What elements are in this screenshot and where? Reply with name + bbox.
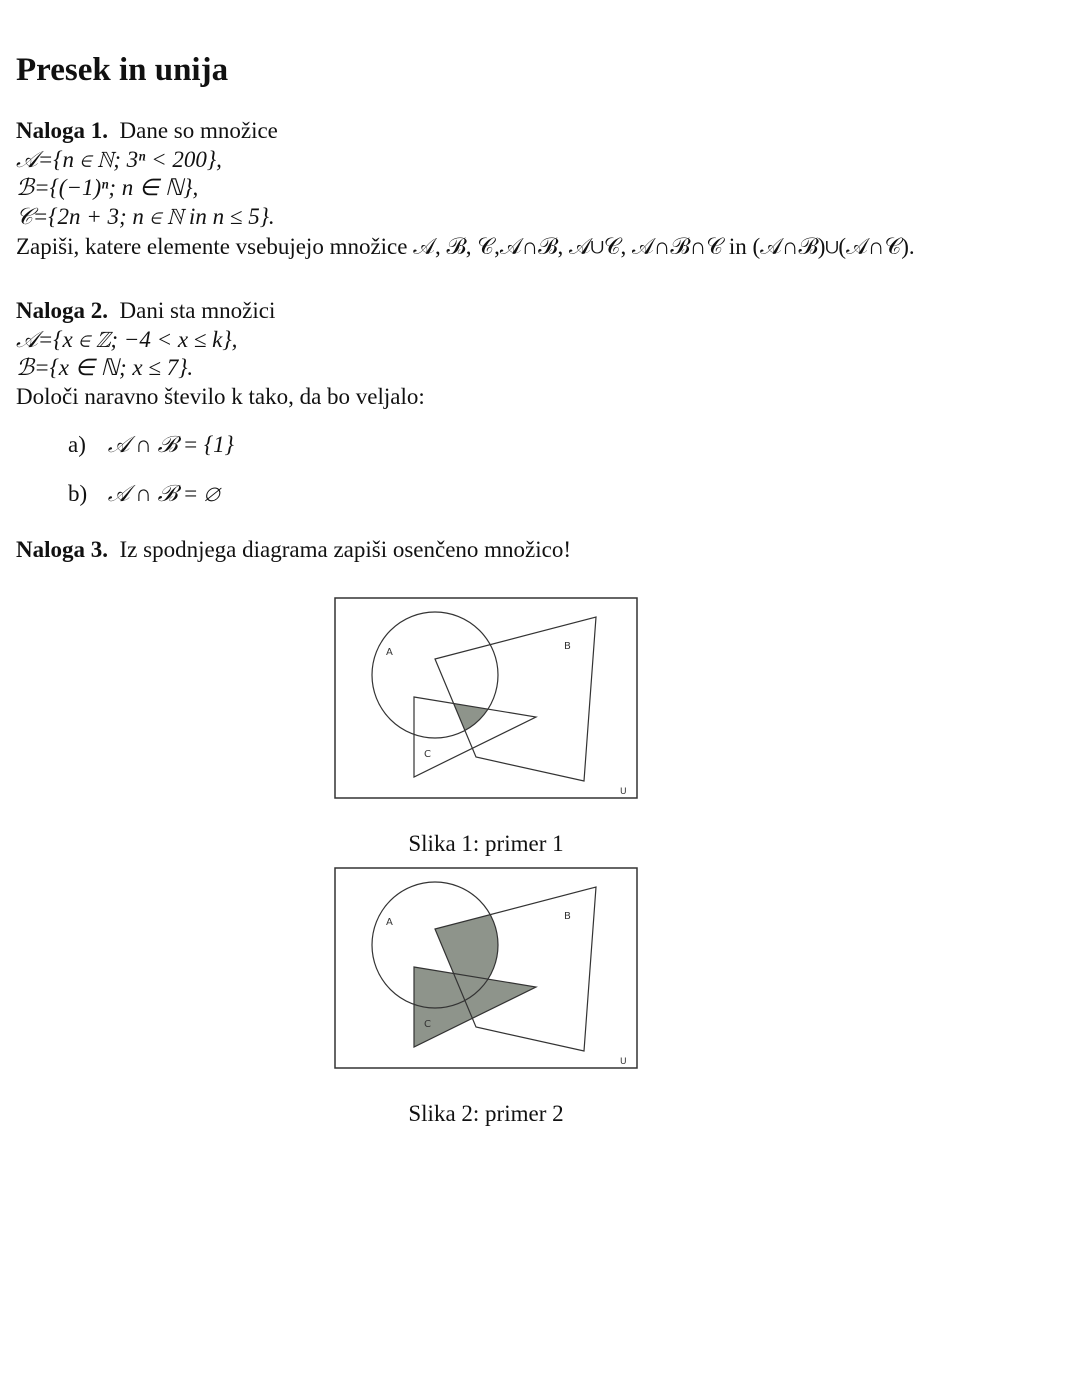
task1-set-a: 𝒜={n ∈ ℕ; 3ⁿ < 200}, <box>16 147 222 172</box>
task1-set-b: ℬ={(−1)ⁿ; n ∈ ℕ}, <box>16 175 199 200</box>
task2-question: Določi naravno število k tako, da bo veljalo: <box>16 384 425 409</box>
page-title: Presek in unija <box>16 52 229 88</box>
task2-intro: Dani sta množici <box>119 298 276 323</box>
label-a: A <box>386 647 393 658</box>
task3-heading <box>16 536 571 564</box>
task1-question: Zapiši, katere elemente vsebujejo množice 𝒜, ℬ, 𝒞,𝒜∩ℬ, 𝒜∪𝒞, 𝒜∩ℬ∩𝒞 in (𝒜∩ℬ)∪(𝒜∩𝒞). <box>16 234 915 259</box>
figure-1 <box>334 597 638 857</box>
item-formula: 𝒜 ∩ ℬ = ∅ <box>107 481 220 506</box>
label-b: B <box>564 911 571 922</box>
figure-2-caption: Slika 2: primer 2 <box>408 1101 564 1126</box>
task2-label: Naloga 2. <box>16 298 108 323</box>
task2-set-a: 𝒜={x ∈ ℤ; −4 < x ≤ k}, <box>16 327 238 352</box>
task2-heading <box>16 297 275 325</box>
item-label: b) <box>68 481 88 506</box>
label-a: A <box>386 917 393 928</box>
label-u: U <box>620 787 627 797</box>
label-c: C <box>424 1019 431 1030</box>
venn-diagram-2 <box>334 867 638 1069</box>
task3-text: Iz spodnjega diagrama zapiši osenčeno množico! <box>119 537 572 562</box>
task2-item-b <box>68 481 219 507</box>
task1-set-c: 𝒞={2n + 3; n ∈ ℕ in n ≤ 5}. <box>16 204 275 229</box>
task3-label: Naloga 3. <box>16 537 108 562</box>
universe-rect <box>335 598 637 798</box>
label-c: C <box>424 749 431 760</box>
task1-heading <box>16 117 278 145</box>
item-label: a) <box>68 432 86 457</box>
label-u: U <box>620 1057 627 1067</box>
task2-set-b: ℬ={x ∈ ℕ; x ≤ 7}. <box>16 355 194 380</box>
figure-1-caption: Slika 1: primer 1 <box>408 831 564 856</box>
figure-2 <box>334 867 638 1127</box>
label-b: B <box>564 641 571 652</box>
venn-diagram-1 <box>334 597 638 799</box>
task1-label: Naloga 1. <box>16 118 108 143</box>
item-formula: 𝒜 ∩ ℬ = {1} <box>107 432 234 457</box>
task2-item-a <box>68 432 234 458</box>
task1-intro: Dane so množice <box>119 118 278 143</box>
